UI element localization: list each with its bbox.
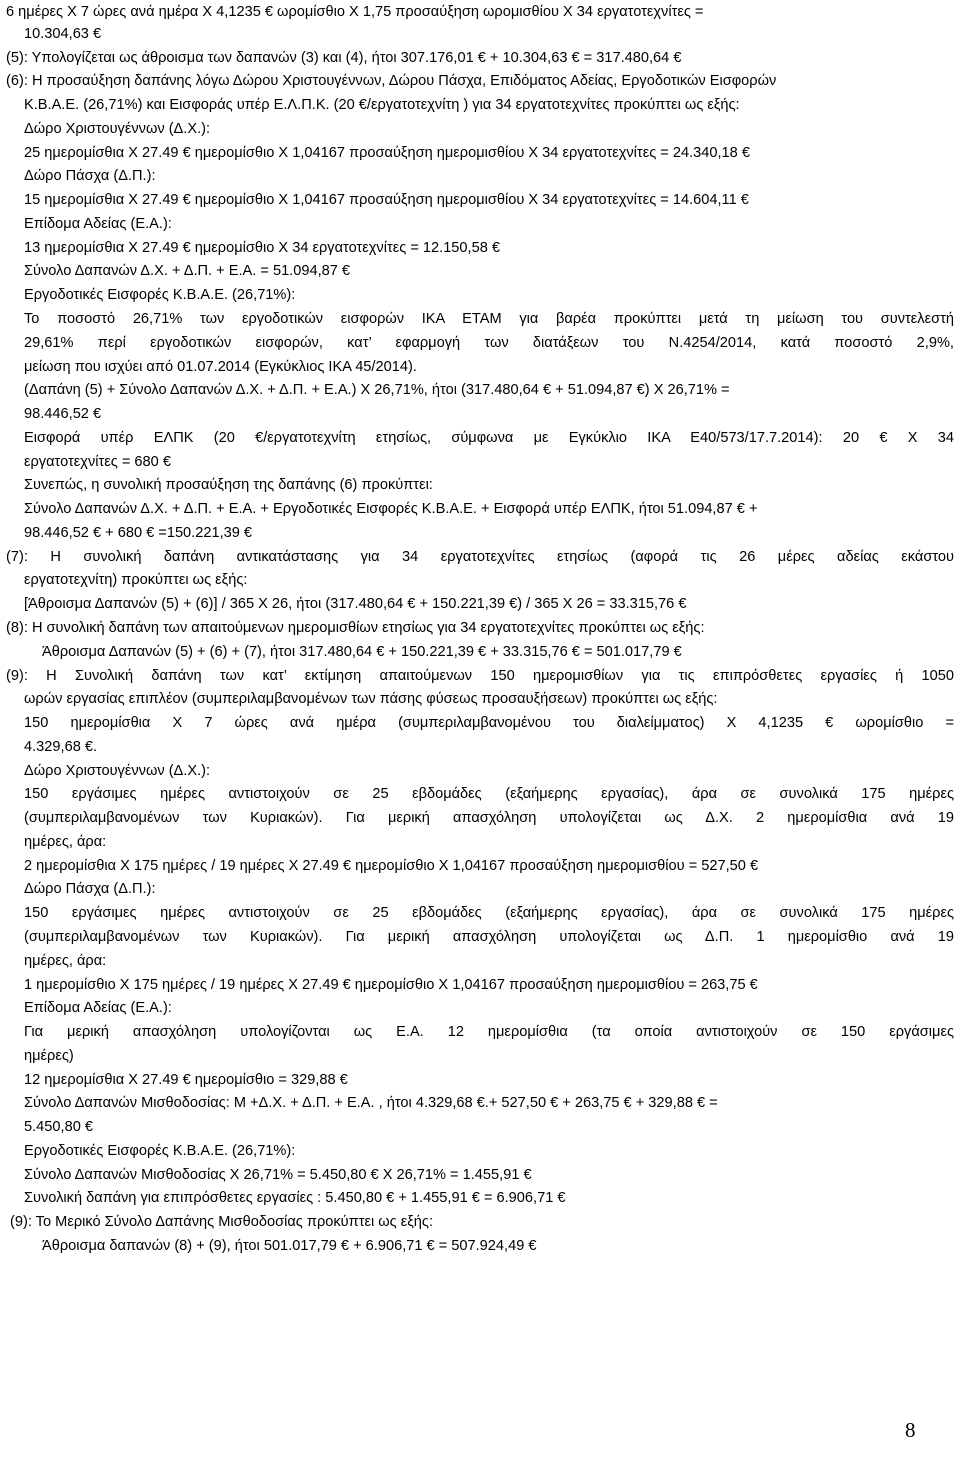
section-heading: Δώρο Χριστουγέννων (Δ.Χ.): xyxy=(24,121,211,137)
text-line: 150 εργάσιμες ημέρες αντιστοιχούν σε 25 εβδομάδες (εξαήμερης εργασίας), άρα σε συνολικά 175 ημέρες xyxy=(24,786,954,802)
text-line: Κ.Β.Α.Ε. (26,71%) και Εισφοράς υπέρ Ε.Λ.Π.Κ. (20 €/εργατοτεχνίτη ) για 34 εργατοτεχνίτες προκύπτει ως εξής: xyxy=(24,97,740,113)
text-line: 4.329,68 €. xyxy=(24,739,98,755)
section-heading: Εργοδοτικές Εισφορές Κ.Β.Α.Ε. (26,71%): xyxy=(24,287,296,303)
section-heading: Δώρο Πάσχα (Δ.Π.): xyxy=(24,168,156,184)
text-line: μείωση που ισχύει από 01.07.2014 (Εγκύκλιος ΙΚΑ 45/2014). xyxy=(24,359,417,375)
text-line: (7): Η συνολική δαπάνη αντικατάστασης για 34 εργατοτεχνίτες ετησίως (αφορά τις 26 μέρες αδείας εκάστου xyxy=(6,549,954,565)
text-line: Σύνολο Δαπανών Μισθοδοσίας Χ 26,71% = 5.450,80 € Χ 26,71% = 1.455,91 € xyxy=(24,1167,532,1183)
section-heading: Εργοδοτικές Εισφορές Κ.Β.Α.Ε. (26,71%): xyxy=(24,1143,296,1159)
text-line: εργατοτεχνίτη) προκύπτει ως εξής: xyxy=(24,572,248,588)
text-line: 25 ημερομίσθια Χ 27.49 € ημερομίσθιο Χ 1,04167 προσαύξηση ημερομισθίου Χ 34 εργατοτεχνίτες = 24.340,18 € xyxy=(24,145,750,161)
text-line: (Δαπάνη (5) + Σύνολο Δαπανών Δ.Χ. + Δ.Π. + Ε.Α.) Χ 26,71%, ήτοι (317.480,64 € + 51.094,87 €) Χ 26,71% = xyxy=(24,382,730,398)
text-line: Το ποσοστό 26,71% των εργοδοτικών εισφορών ΙΚΑ ΕΤΑΜ για βαρέα προκύπτει μετά τη μείωση του συντελεστή xyxy=(24,311,954,327)
section-heading: Δώρο Χριστουγέννων (Δ.Χ.): xyxy=(24,763,211,779)
text-line: Για μερική απασχόληση υπολογίζονται ως Ε.Α. 12 ημερομίσθια (τα οποία αντιστοιχούν σε 150 εργάσιμες xyxy=(24,1024,954,1040)
text-line: 5.450,80 € xyxy=(24,1119,93,1135)
text-line: 150 εργάσιμες ημέρες αντιστοιχούν σε 25 εβδομάδες (εξαήμερης εργασίας), άρα σε συνολικά 175 ημέρες xyxy=(24,905,954,921)
text-line: Συνολική δαπάνη για επιπρόσθετες εργασίες : 5.450,80 € + 1.455,91 € = 6.906,71 € xyxy=(24,1190,566,1206)
text-line: [Άθροισμα Δαπανών (5) + (6)] / 365 Χ 26, ήτοι (317.480,64 € + 150.221,39 €) / 365 Χ 26 = 33.315,76 € xyxy=(24,596,687,612)
section-heading: Δώρο Πάσχα (Δ.Π.): xyxy=(24,881,156,897)
text-line: εργατοτεχνίτες = 680 € xyxy=(24,454,171,470)
section-heading: Επίδομα Αδείας (Ε.Α.): xyxy=(24,1000,172,1016)
text-line: ημέρες) xyxy=(24,1048,74,1064)
text-line: 98.446,52 € + 680 € =150.221,39 € xyxy=(24,525,253,541)
text-line: 13 ημερομίσθια Χ 27.49 € ημερομίσθιο Χ 34 εργατοτεχνίτες = 12.150,58 € xyxy=(24,240,500,256)
text-line: (9): Το Μερικό Σύνολο Δαπάνης Μισθοδοσίας προκύπτει ως εξής: xyxy=(10,1214,434,1230)
text-line: 150 ημερομίσθια Χ 7 ώρες ανά ημέρα (συμπεριλαμβανομένου του διαλείμματος) Χ 4,1235 € ωρομίσθιο = xyxy=(24,715,954,731)
text-line: 15 ημερομίσθια Χ 27.49 € ημερομίσθιο Χ 1,04167 προσαύξηση ημερομισθίου Χ 34 εργατοτεχνίτες = 14.604,11 € xyxy=(24,192,749,208)
text-line: 1 ημερομίσθιο Χ 175 ημέρες / 19 ημέρες Χ 27.49 € ημερομίσθιο Χ 1,04167 προσαύξηση ημερομισθίου = 263,75 € xyxy=(24,977,758,993)
text-line: (9): Η Συνολική δαπάνη των κατ’ εκτίμηση απαιτούμενων 150 ημερομισθίων για τις επιπρόσθετες εργασίες ή 1050 xyxy=(6,668,954,684)
text-line: Σύνολο Δαπανών Μισθοδοσίας: Μ +Δ.Χ. + Δ.Π. + Ε.Α. , ήτοι 4.329,68 €.+ 527,50 € + 263,75 € + 329,88 € = xyxy=(24,1095,718,1111)
text-line: Σύνολο Δαπανών Δ.Χ. + Δ.Π. + Ε.Α. + Εργοδοτικές Εισφορές Κ.Β.Α.Ε. + Εισφορά υπέρ ΕΛΠΚ, ήτοι 51.094,87 € + xyxy=(24,501,758,517)
text-line: Άθροισμα δαπανών (8) + (9), ήτοι 501.017,79 € + 6.906,71 € = 507.924,49 € xyxy=(42,1238,537,1254)
text-line: (6): Η προσαύξηση δαπάνης λόγω Δώρου Χριστουγέννων, Δώρου Πάσχα, Επιδόματος Αδείας, Εργοδοτικών Εισφορών xyxy=(6,73,777,89)
text-line: 98.446,52 € xyxy=(24,406,102,422)
text-line: Συνεπώς, η συνολική προσαύξηση της δαπάνης (6) προκύπτει: xyxy=(24,477,433,493)
text-line: 10.304,63 € xyxy=(24,26,102,42)
text-line: Σύνολο Δαπανών Δ.Χ. + Δ.Π. + Ε.Α. = 51.094,87 € xyxy=(24,263,351,279)
text-line: ημέρες, άρα: xyxy=(24,953,107,969)
text-line: 29,61% περί εργοδοτικών εισφορών, κατ’ εφαρμογή των διατάξεων του Ν.4254/2014, κατά ποσοστό 2,9%, xyxy=(24,335,954,351)
text-line: ωρών εργασίας επιπλέον (συμπεριλαμβανομένων των πάσης φύσεως προσαυξήσεων) προκύπτει ως εξής: xyxy=(24,691,718,707)
text-line: ημέρες, άρα: xyxy=(24,834,107,850)
text-line: (συμπεριλαμβανομένων των Κυριακών). Για μερική απασχόληση υπολογίζεται ως Δ.Χ. 2 ημερομίσθια ανά 19 xyxy=(24,810,954,826)
text-line: (8): Η συνολική δαπάνη των απαιτούμενων ημερομισθίων ετησίως για 34 εργατοτεχνίτες προκύπτει ως εξής: xyxy=(6,620,705,636)
text-line: 6 ημέρες Χ 7 ώρες ανά ημέρα Χ 4,1235 € ωρομίσθιο Χ 1,75 προσαύξηση ωρομισθίου Χ 34 εργατοτεχνίτες = xyxy=(6,4,704,20)
page-number: 8 xyxy=(905,1418,916,1442)
text-line: 12 ημερομίσθια Χ 27.49 € ημερομίσθιο = 329,88 € xyxy=(24,1072,348,1088)
text-line: Άθροισμα Δαπανών (5) + (6) + (7), ήτοι 317.480,64 € + 150.221,39 € + 33.315,76 € = 501.017,79 € xyxy=(42,644,682,660)
text-line: (συμπεριλαμβανομένων των Κυριακών). Για μερική απασχόληση υπολογίζεται ως Δ.Π. 1 ημερομίσθιο ανά 19 xyxy=(24,929,954,945)
section-heading: Επίδομα Αδείας (Ε.Α.): xyxy=(24,216,172,232)
text-line: Εισφορά υπέρ ΕΛΠΚ (20 €/εργατοτεχνίτη ετησίως, σύμφωνα με Εγκύκλιο ΙΚΑ Ε40/573/17.7.2014): 20 € Χ 34 xyxy=(24,430,954,446)
text-line: (5): Υπολογίζεται ως άθροισμα των δαπανών (3) και (4), ήτοι 307.176,01 € + 10.304,63 € = 317.480,64 € xyxy=(6,50,682,66)
text-line: 2 ημερομίσθια Χ 175 ημέρες / 19 ημέρες Χ 27.49 € ημερομίσθιο Χ 1,04167 προσαύξηση ημερομισθίου = 527,50 € xyxy=(24,858,759,874)
